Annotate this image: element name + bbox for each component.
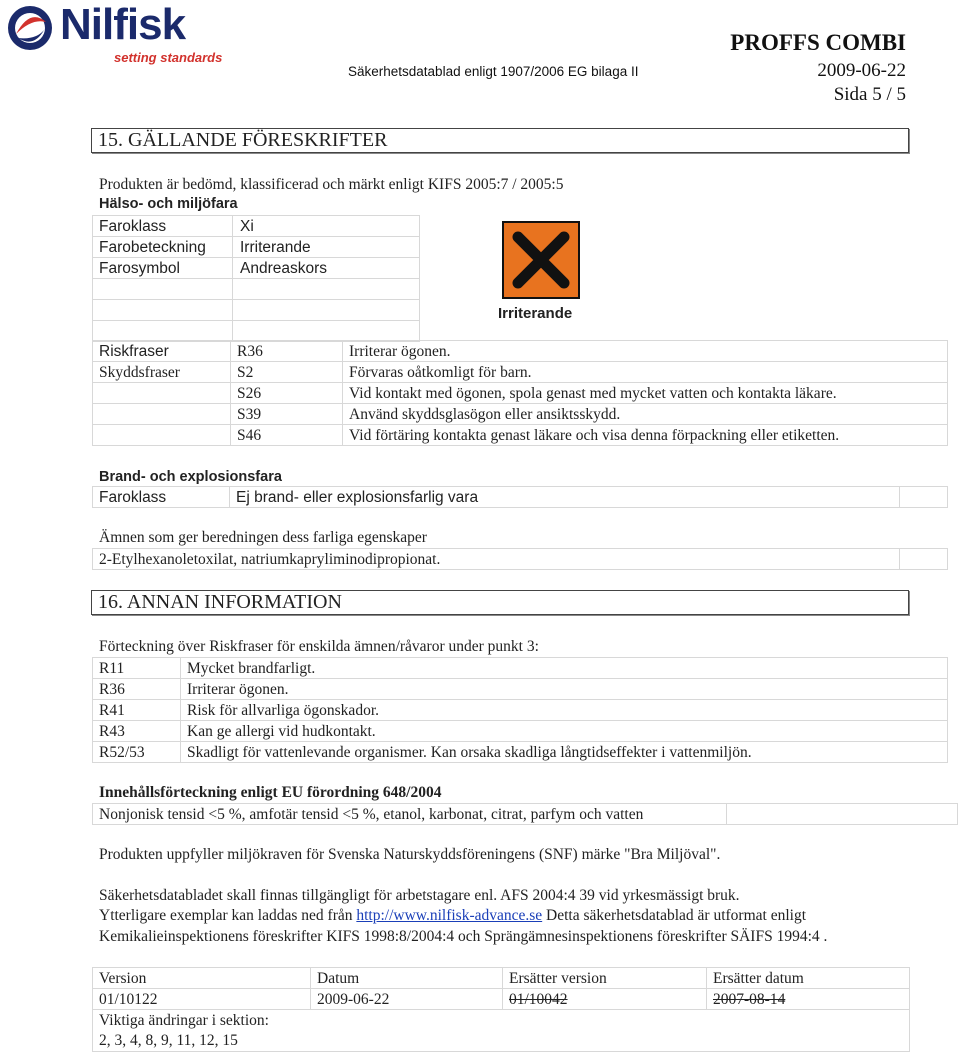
website-link[interactable]: http://www.nilfisk-advance.se [356, 907, 543, 924]
phrase-code: R52/53 [93, 742, 181, 763]
date-value: 2009-06-22 [311, 989, 503, 1010]
phrase-code: S26 [231, 383, 343, 404]
table-row [93, 425, 948, 446]
table-row [93, 237, 420, 258]
page-number: Sida 5 / 5 [833, 84, 906, 105]
substances-heading: Ämnen som ger beredningen dess farliga egenskaper [99, 529, 427, 546]
fire-heading: Brand- och explosionsfara [99, 469, 282, 485]
regulations-line: Kemikalieinspektionens föreskrifter KIFS 1998:8/2004:4 och Sprängämnesinspektionens föreskrifter SÄIFS 1994:4 . [99, 928, 828, 945]
table-row [93, 700, 948, 721]
table-row [93, 679, 948, 700]
table-row [93, 549, 948, 570]
product-name: PROFFS COMBI [730, 30, 906, 55]
phrase-code: S2 [231, 362, 343, 383]
phrase-text: Risk för allvarliga ögonskador. [181, 700, 948, 721]
table-row [93, 300, 420, 321]
changes-label: Viktiga ändringar i sektion: [99, 1012, 269, 1029]
phrase-text: Vid kontakt med ögonen, spola genast med mycket vatten och kontakta läkare. [343, 383, 948, 404]
document-date: 2009-06-22 [817, 60, 906, 81]
row-label: Farobeteckning [93, 237, 233, 258]
row-label: Farosymbol [93, 258, 233, 279]
table-row [93, 362, 948, 383]
phrase-code: R36 [231, 341, 343, 362]
phrase-text: Irriterar ögonen. [343, 341, 948, 362]
phrase-text: Skadligt för vattenlevande organismer. Kan orsaka skadliga långtidseffekter i vattenmiljön. [181, 742, 948, 763]
replaces-version-header: Ersätter version [503, 968, 707, 989]
date-header: Datum [311, 968, 503, 989]
table-row [93, 487, 948, 508]
logo-wordmark: Nilfisk [60, 0, 186, 49]
phrase-code: R36 [93, 679, 181, 700]
hazard-symbol-label: Irriterande [498, 305, 573, 322]
table-row [93, 989, 910, 1010]
table-row [93, 804, 958, 825]
phrase-text: Kan ge allergi vid hudkontakt. [181, 721, 948, 742]
row-value: Xi [233, 216, 420, 237]
risk-list-heading: Förteckning över Riskfraser för enskilda ämnen/råvaror under punkt 3: [99, 638, 539, 655]
phrase-code: R41 [93, 700, 181, 721]
fire-label: Faroklass [93, 487, 230, 508]
risk-list-table [92, 657, 948, 763]
row-value: Irriterande [233, 237, 420, 258]
phrase-code: S46 [231, 425, 343, 446]
download-text-post: Detta säkerhetsdatablad är utformat enligt [542, 907, 806, 924]
changes-cell [93, 1010, 910, 1052]
fire-table [92, 486, 948, 508]
logo-swirl-icon [6, 4, 58, 56]
availability-line: Säkerhetsdatabladet skall finnas tillgängligt för arbetstagare enl. AFS 2004:4 39 vid yrkesmässigt bruk. [99, 887, 740, 904]
phrases-table [92, 340, 948, 446]
hazard-class-table [92, 215, 420, 342]
row-label: Faroklass [93, 216, 233, 237]
table-row [93, 968, 910, 989]
version-header: Version [93, 968, 311, 989]
table-row [93, 383, 948, 404]
table-row [93, 216, 420, 237]
replaces-date-header: Ersätter datum [707, 968, 910, 989]
table-row [93, 742, 948, 763]
section-15-header: 15. GÄLLANDE FÖRESKRIFTER [91, 128, 909, 153]
changes-value: 2, 3, 4, 8, 9, 11, 12, 15 [99, 1032, 238, 1049]
hazard-symbol [502, 221, 580, 299]
phrase-text: Vid förtäring kontakta genast läkare och visa denna förpackning eller etiketten. [343, 425, 948, 446]
contents-value: Nonjonisk tensid <5 %, amfotär tensid <5 %, etanol, karbonat, citrat, parfym och vatten [93, 804, 727, 825]
table-row [93, 404, 948, 425]
version-value: 01/10122 [93, 989, 311, 1010]
download-line [99, 907, 806, 925]
row-value: Andreaskors [233, 258, 420, 279]
contents-table [92, 803, 958, 825]
phrase-code: R43 [93, 721, 181, 742]
download-text: Ytterligare exemplar kan laddas ned från [99, 907, 357, 924]
classification-intro: Produkten är bedömd, klassificerad och märkt enligt KIFS 2005:7 / 2005:5 [99, 176, 564, 193]
phrase-text: Använd skyddsglasögon eller ansiktsskydd. [343, 404, 948, 425]
phrase-code: S39 [231, 404, 343, 425]
substances-table [92, 548, 948, 570]
substances-value: 2-Etylhexanoletoxilat, natriumkapryliminodipropionat. [93, 549, 900, 570]
fire-value: Ej brand- eller explosionsfarlig vara [230, 487, 900, 508]
risk-label: Riskfraser [93, 341, 231, 362]
logo-tagline: setting standards [114, 50, 223, 65]
safety-label: Skyddsfraser [93, 362, 231, 383]
health-heading: Hälso- och miljöfara [99, 196, 238, 212]
phrase-text: Förvaras oåtkomligt för barn. [343, 362, 948, 383]
table-row [93, 721, 948, 742]
phrase-code: R11 [93, 658, 181, 679]
version-table [92, 967, 910, 1052]
table-row [93, 258, 420, 279]
table-row [93, 658, 948, 679]
saltire-cross-icon [504, 223, 578, 297]
document-subtitle: Säkerhetsdatablad enligt 1907/2006 EG bilaga II [348, 64, 639, 79]
phrase-text: Mycket brandfarligt. [181, 658, 948, 679]
replaces-date-value: 2007-08-14 [713, 990, 786, 1008]
snf-statement: Produkten uppfyller miljökraven för Svenska Naturskyddsföreningens (SNF) märke "Bra Miljöval". [99, 846, 721, 863]
nilfisk-logo [6, 0, 246, 70]
contents-heading: Innehållsförteckning enligt EU förordning 648/2004 [99, 784, 442, 801]
replaces-version-value: 01/10042 [509, 990, 568, 1008]
phrase-text: Irriterar ögonen. [181, 679, 948, 700]
table-row [93, 321, 420, 342]
section-16-header: 16. ANNAN INFORMATION [91, 590, 909, 615]
table-row [93, 279, 420, 300]
table-row [93, 1010, 910, 1052]
table-row [93, 341, 948, 362]
